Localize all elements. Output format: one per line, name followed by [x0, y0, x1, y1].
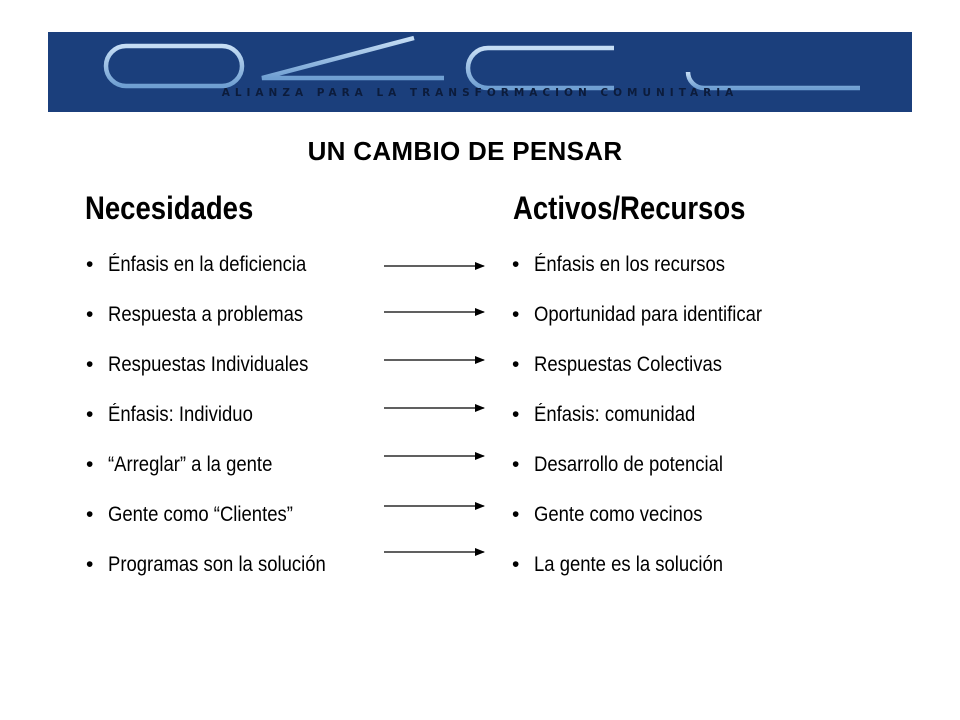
logo-letter-t	[636, 36, 860, 88]
needs-list	[86, 250, 355, 600]
bullet: •	[86, 503, 94, 526]
list-item-text: Oportunidad para identificar	[534, 303, 763, 326]
list-item-text: Énfasis en la deficiencia	[108, 253, 307, 276]
list-item	[86, 400, 355, 450]
bullet: •	[512, 403, 520, 426]
list-item	[512, 450, 793, 500]
list-item	[512, 350, 793, 400]
list-item-text: Respuesta a problemas	[108, 303, 304, 326]
list-item	[86, 450, 355, 500]
banner-subtitle: ALIANZA PARA LA TRANSFORMACION COMUNITARIA	[221, 87, 739, 99]
list-item	[86, 350, 355, 400]
list-item	[512, 500, 793, 550]
bullet: •	[86, 553, 94, 576]
bullet: •	[86, 403, 94, 426]
assets-heading: Activos/Recursos	[513, 190, 746, 226]
bullet: •	[512, 303, 520, 326]
list-item	[512, 300, 793, 350]
list-item	[512, 550, 793, 600]
logo-letter-c	[468, 48, 614, 88]
list-item-text: Gente como “Clientes”	[108, 503, 293, 526]
bullet: •	[86, 303, 94, 326]
list-item-text: Énfasis: Individuo	[108, 403, 253, 426]
list-item	[512, 400, 793, 450]
header-banner	[48, 32, 912, 112]
bullet: •	[512, 253, 520, 276]
assets-list	[512, 250, 793, 600]
logo-letter-4	[262, 38, 444, 90]
list-item-text: Respuestas Colectivas	[534, 353, 722, 376]
bullet: •	[512, 503, 520, 526]
bullet: •	[512, 553, 520, 576]
bullet: •	[86, 453, 94, 476]
list-item-text: Programas son la solución	[108, 553, 326, 576]
p4ct-logo	[48, 32, 912, 112]
bullet: •	[86, 253, 94, 276]
list-item-text: Gente como vecinos	[534, 503, 703, 526]
list-item-text: Respuestas Individuales	[108, 353, 309, 376]
list-item	[86, 550, 355, 600]
bullet: •	[512, 453, 520, 476]
list-item-text: La gente es la solución	[534, 553, 724, 576]
page-title: UN CAMBIO DE PENSAR	[307, 136, 623, 166]
list-item	[86, 300, 355, 350]
transition-arrows	[382, 250, 492, 600]
needs-heading: Necesidades	[85, 190, 254, 226]
list-item	[512, 250, 793, 300]
list-item-text: Desarrollo de potencial	[534, 453, 724, 476]
bullet: •	[86, 353, 94, 376]
list-item	[86, 250, 355, 300]
list-item-text: Énfasis en los recursos	[534, 253, 726, 276]
list-item-text: “Arreglar” a la gente	[108, 453, 273, 476]
list-item-text: Énfasis: comunidad	[534, 403, 696, 426]
list-item	[86, 500, 355, 550]
bullet: •	[512, 353, 520, 376]
